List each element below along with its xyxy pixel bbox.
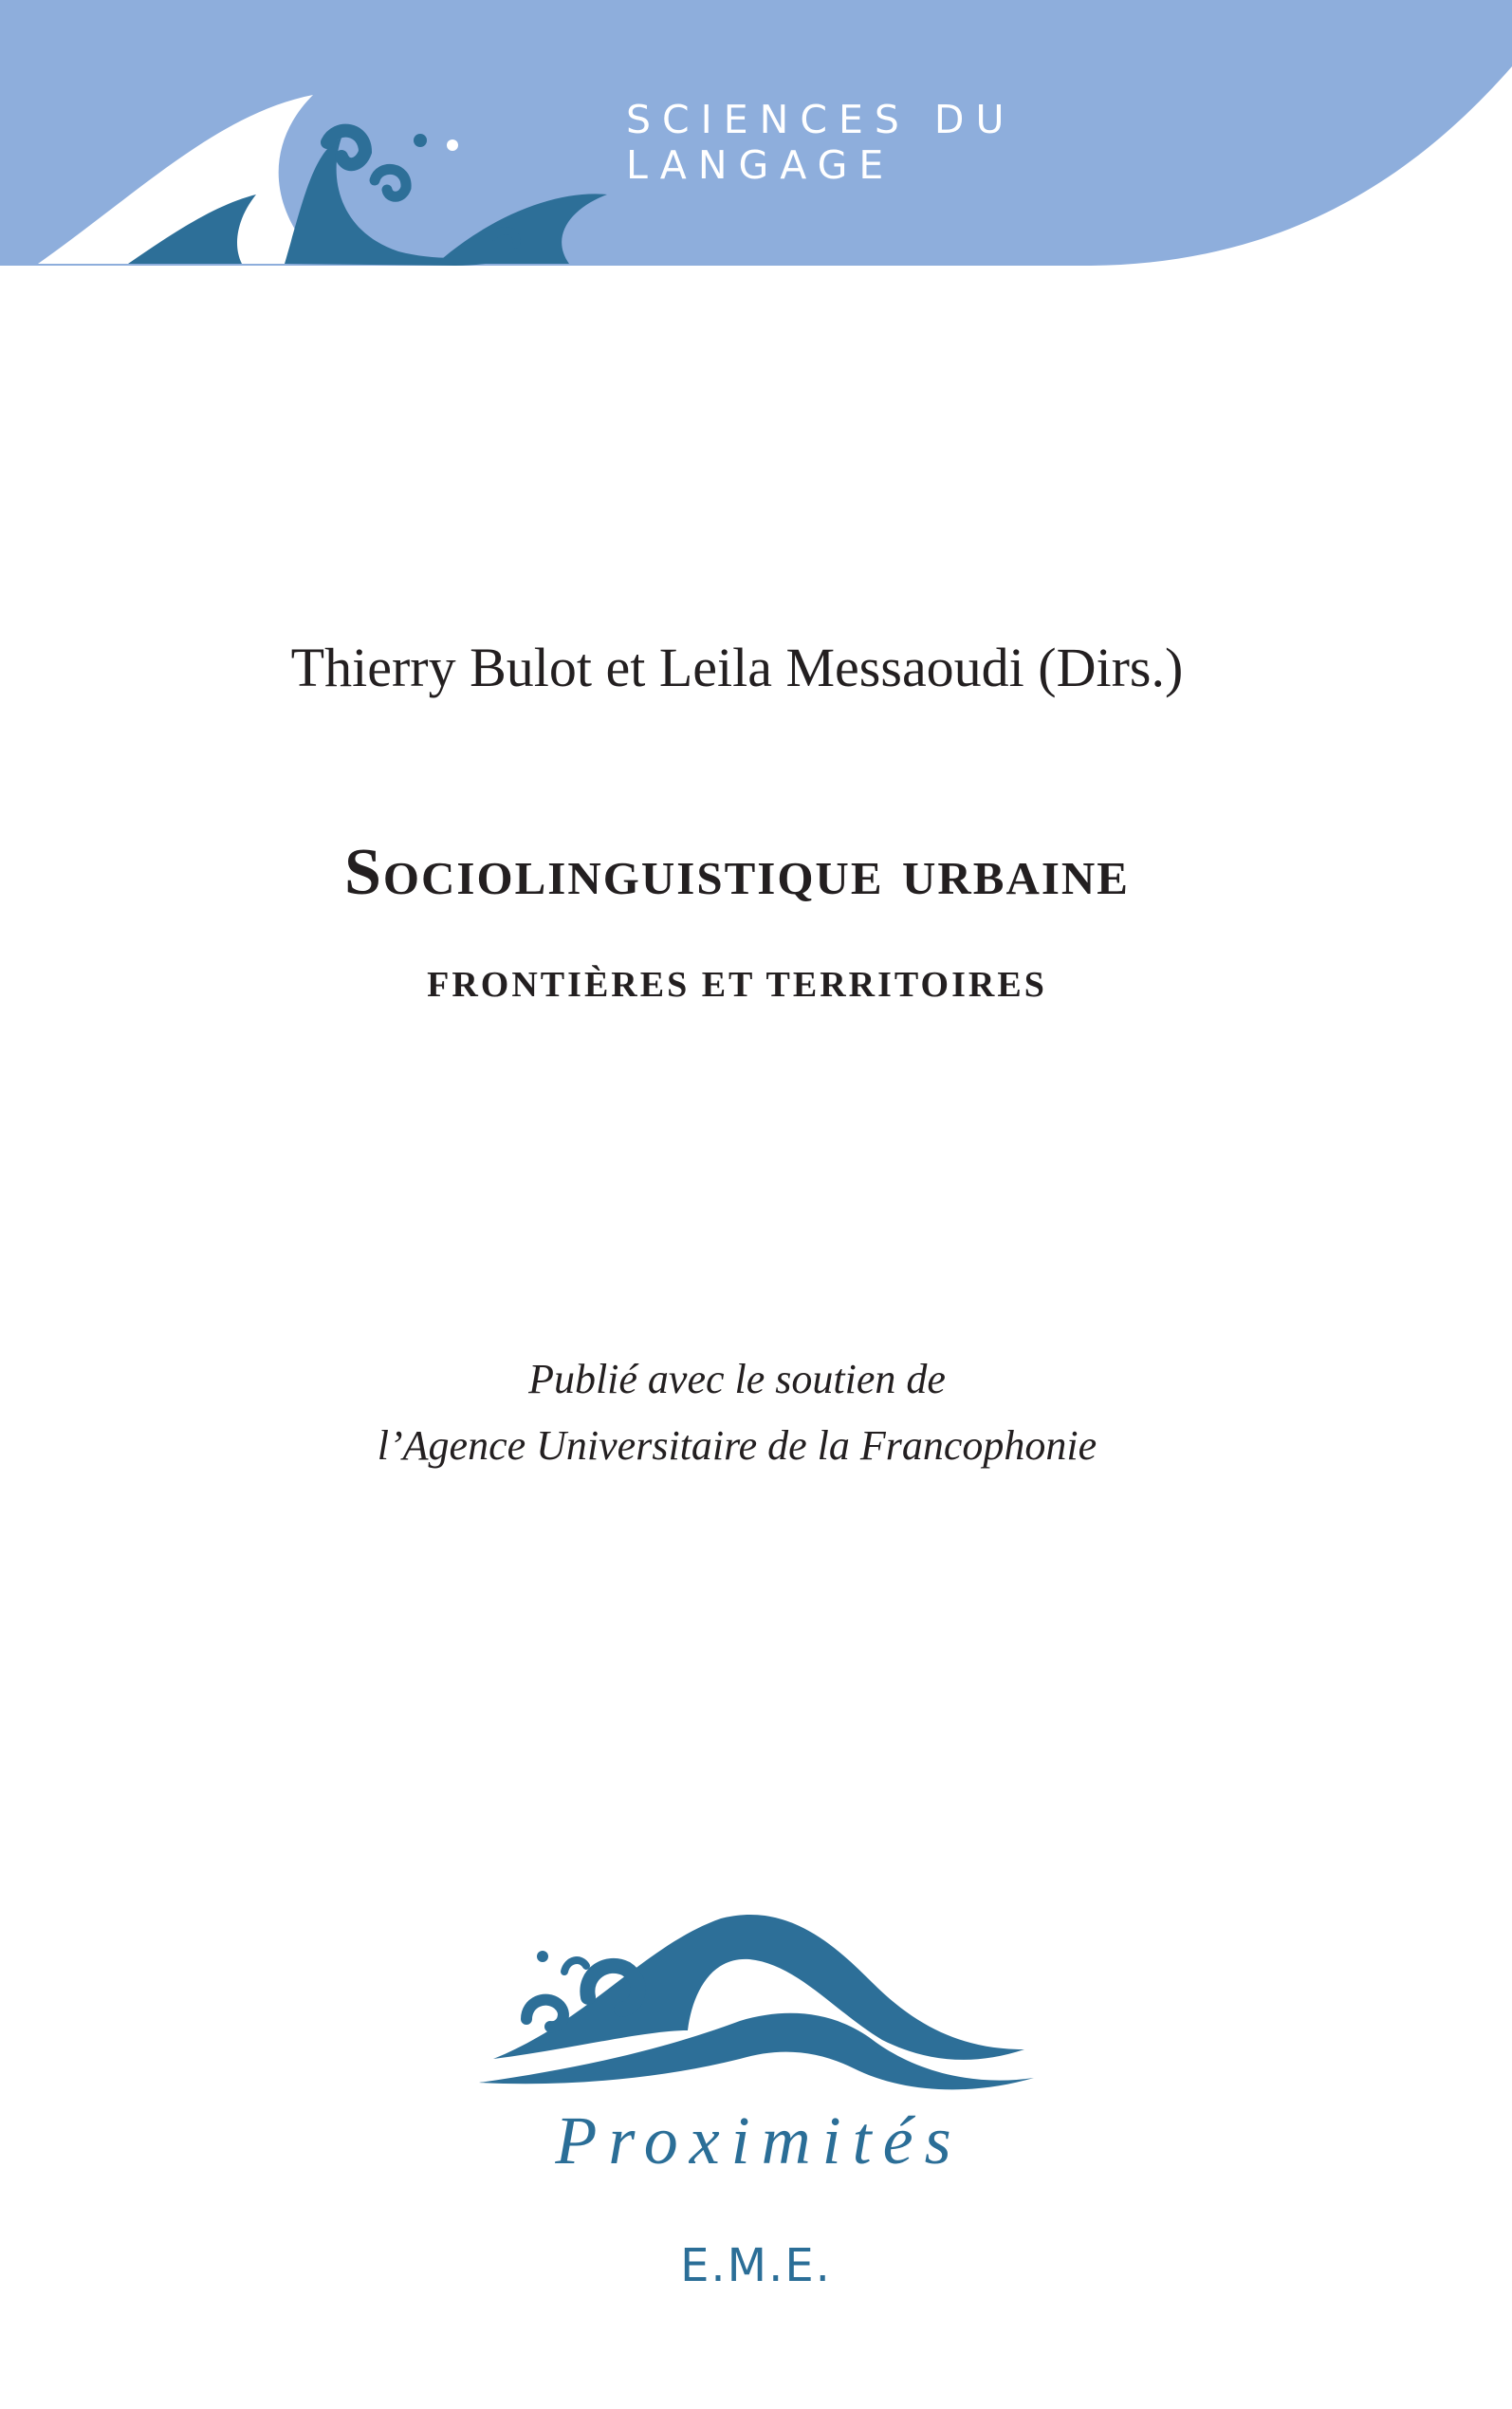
series-label: SCIENCES DU LANGAGE — [626, 97, 1016, 188]
book-title: Sociolinguistique urbaine — [344, 836, 1130, 909]
wave-logo-icon — [474, 1907, 1043, 2106]
support-line-1: Publié avec le soutien de — [528, 1356, 946, 1402]
collection-name: Proximités — [555, 2103, 963, 2178]
support-line-2: l’Agence Universitaire de la Francophonie — [377, 1422, 1097, 1469]
publisher-name: E.M.E. — [680, 2239, 832, 2292]
authors: Thierry Bulot et Leila Messaoudi (Dirs.) — [290, 637, 1184, 698]
book-subtitle: FRONTIÈRES ET TERRITOIRES — [427, 965, 1047, 1005]
